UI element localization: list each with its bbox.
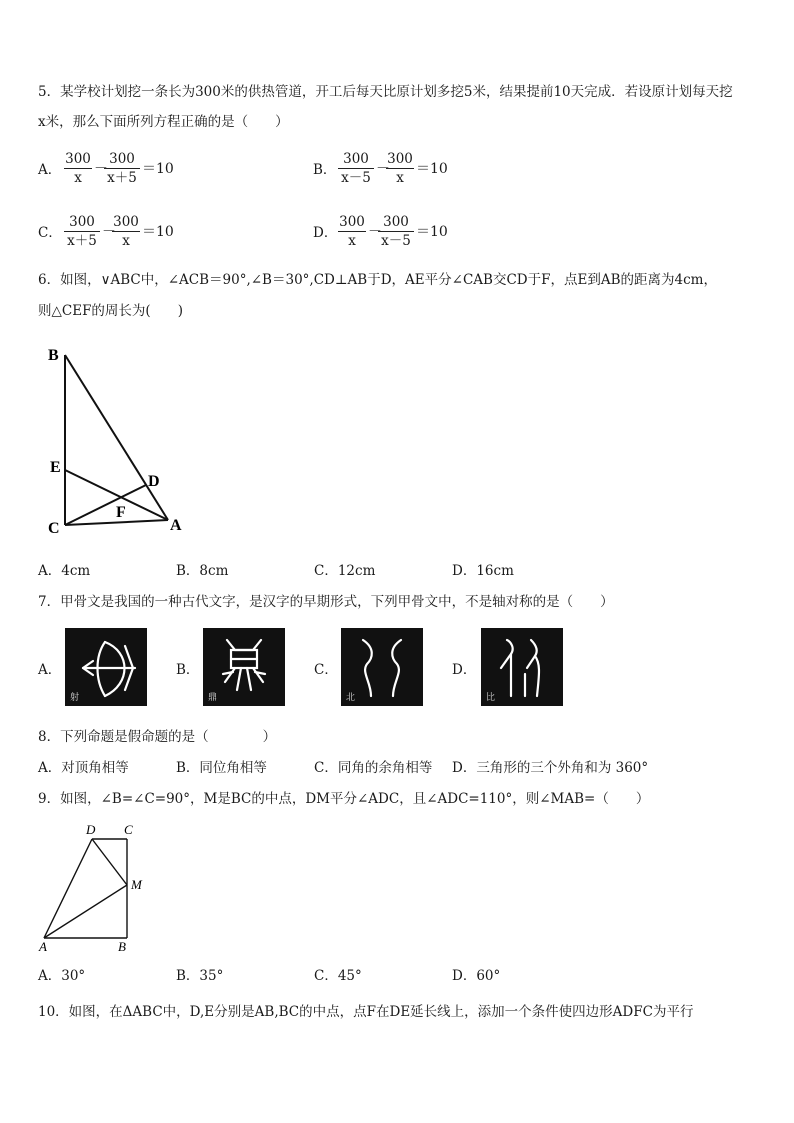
q10-text: 10．如图，在ΔABC中，D,E分别是AB,BC的中点，点F在DE延长线上，添加一个条件使四边形ADFC为平行 — [38, 1004, 694, 1020]
q5-option-a-frac2: 300 x＋5 — [104, 151, 140, 186]
q9-label-c: C — [124, 822, 133, 837]
q6-label-c: C — [48, 520, 60, 537]
q5-option-c-label: C． — [38, 225, 62, 241]
q7-oracle-image-b: 鼎 — [203, 628, 285, 706]
q5-text-line2: x米，那么下面所列方程正确的是（ ） — [38, 114, 289, 130]
q8-text: 8．下列命题是假命题的是（ ） — [38, 729, 277, 745]
q6-option-d: D．16cm — [452, 563, 514, 579]
q6-label-b: B — [48, 347, 59, 364]
q6-text-line1: 6．如图，∨ABC中，∠ACB＝90°,∠B＝30°,CD⊥AB于D，AE平分∠CAB交CD于F，点E到AB的距离为4cm， — [38, 272, 717, 288]
q6-option-a: A．4cm — [38, 563, 91, 579]
q9-segment-dm — [92, 839, 127, 885]
q6-label-d: D — [148, 473, 160, 490]
q5-option-a-rhs: ＝10 — [142, 161, 174, 177]
q9-label-m: M — [131, 877, 142, 892]
q7-oracle-image-c: 北 — [341, 628, 423, 706]
q9-option-c: C．45° — [314, 968, 362, 984]
q8-option-a: A．对顶角相等 — [38, 760, 129, 776]
q5-option-d-frac2: 300 x－5 — [378, 214, 414, 249]
q9-option-a: A．30° — [38, 968, 86, 984]
q6-label-a: A — [170, 517, 182, 534]
q8-option-d: D．三角形的三个外角和为 360° — [452, 760, 649, 776]
q7-oracle-image-a: 射 — [65, 628, 147, 706]
q5-option-b-frac1: 300 x－5 — [338, 151, 374, 186]
q5-option-c-minus: － — [102, 224, 116, 240]
q6-text-line2: 则△CEF的周长为( ) — [38, 303, 183, 319]
q5-option-a-frac1: 300 x — [65, 151, 91, 186]
q5-option-a-minus: － — [94, 161, 108, 177]
q5-option-c-frac2: 300 x — [113, 214, 139, 249]
q6-label-f: F — [116, 504, 126, 521]
q5-option-b-frac2: 300 x — [387, 151, 413, 186]
q5-option-d-rhs: ＝10 — [416, 224, 448, 240]
q5-option-b-minus: － — [376, 161, 390, 177]
q7-option-b-label: B． — [176, 662, 200, 678]
q5-option-d-minus: － — [368, 224, 382, 240]
q6-option-b: B．8cm — [176, 563, 229, 579]
q6-label-e: E — [50, 459, 61, 476]
q9-label-a: A — [39, 939, 47, 954]
q7-option-c-label: C． — [314, 662, 338, 678]
q9-quadrilateral-figure — [34, 818, 164, 958]
q9-option-b: B．35° — [176, 968, 224, 984]
q5-option-b-label: B． — [313, 162, 337, 178]
q5-option-a-label: A． — [38, 162, 62, 178]
q5-text-line1: 5．某学校计划挖一条长为300米的供热管道，开工后每天比原计划多挖5米，结果提前10天完成．若设原计划每天挖 — [38, 84, 733, 100]
q9-option-d: D．60° — [452, 968, 501, 984]
q8-option-c: C．同角的余角相等 — [314, 760, 433, 776]
q5-option-c-frac1: 300 x＋5 — [64, 214, 100, 249]
q5-option-c-rhs: ＝10 — [142, 224, 174, 240]
q9-label-d: D — [86, 822, 96, 837]
q7-option-a-label: A． — [38, 662, 62, 678]
q6-triangle-figure — [40, 340, 200, 540]
q7-oracle-image-d: 比 — [481, 628, 563, 706]
q9-text: 9．如图，∠B=∠C=90°，M是BC的中点，DM平分∠ADC，且∠ADC=110°，则∠MAB=（ ） — [38, 791, 650, 807]
q5-option-d-label: D． — [313, 225, 338, 241]
q5-option-b-rhs: ＝10 — [416, 161, 448, 177]
q7-option-d-label: D． — [452, 662, 477, 678]
q6-segment-cd — [65, 485, 146, 525]
q5-option-d-frac1: 300 x — [339, 214, 365, 249]
q6-option-c: C．12cm — [314, 563, 376, 579]
q8-option-b: B．同位角相等 — [176, 760, 267, 776]
q9-label-b: B — [118, 939, 126, 954]
q7-text: 7．甲骨文是我国的一种古代文字，是汉字的早期形式，下列甲骨文中，不是轴对称的是（ ） — [38, 594, 614, 610]
